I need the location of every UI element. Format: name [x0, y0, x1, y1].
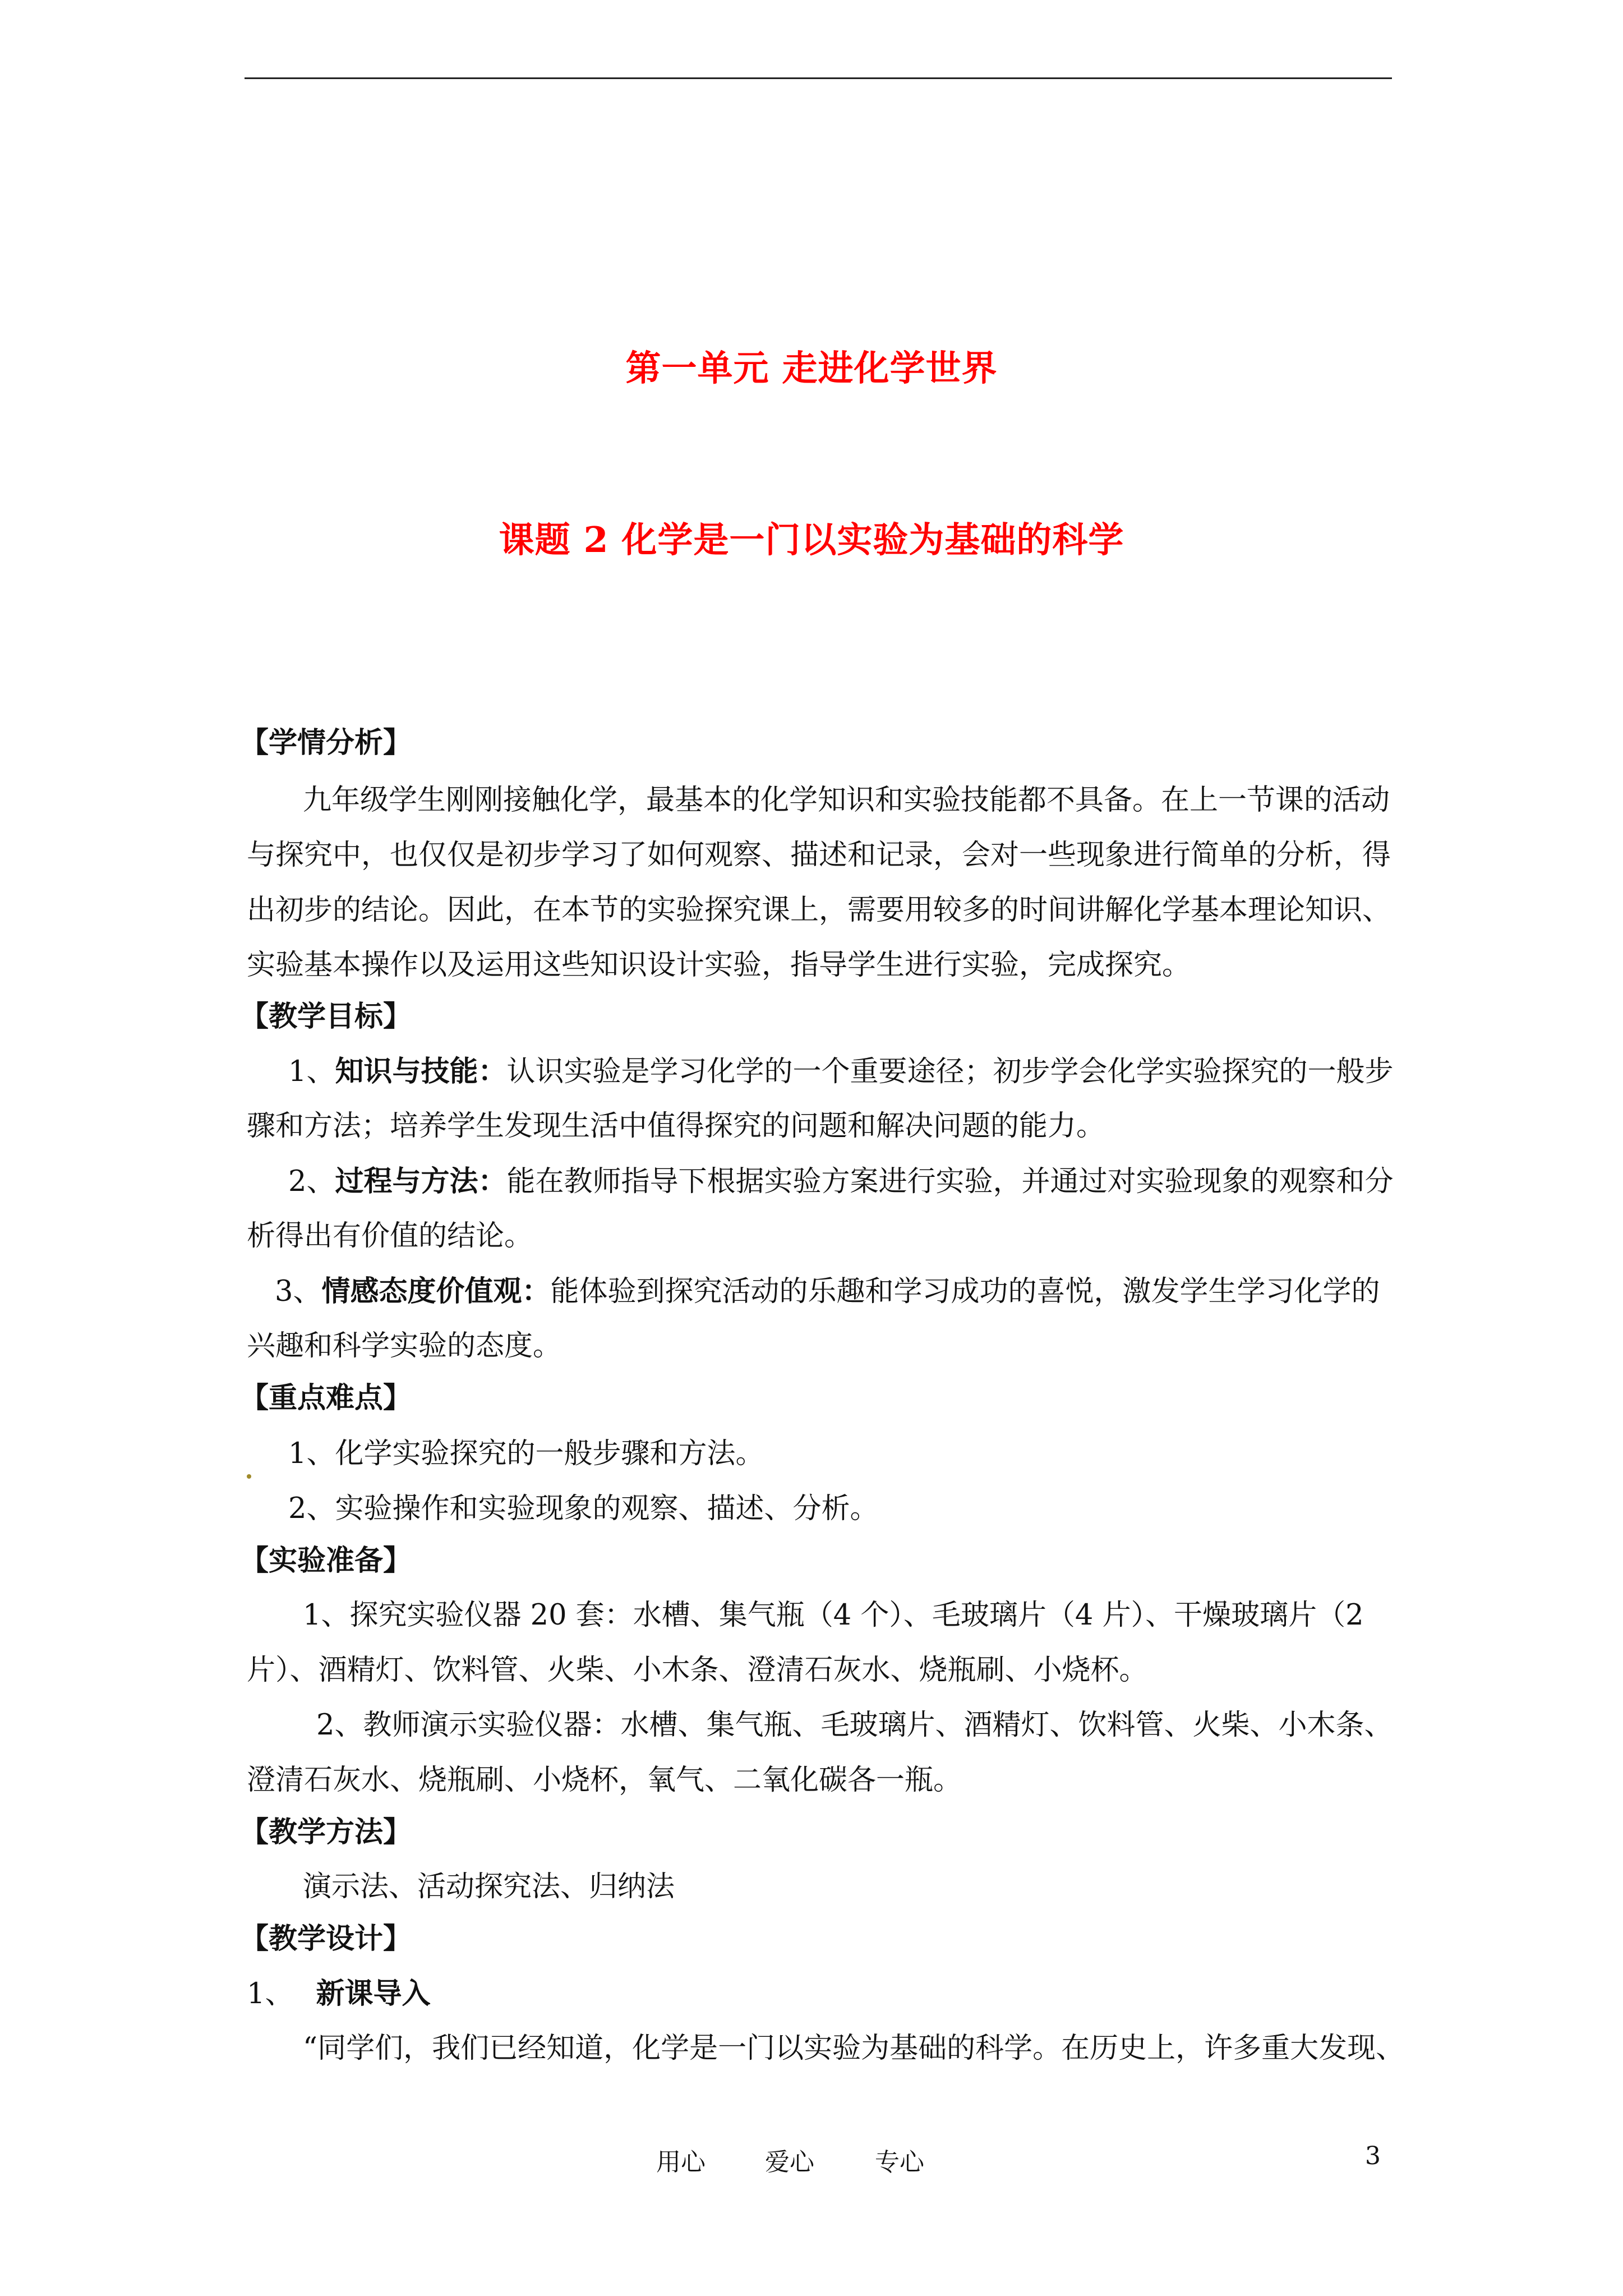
key-point-1: 1、化学实验探究的一般步骤和方法。 [288, 1437, 764, 1470]
preparation-item-1-line-2: 片）、酒精灯、饮料管、火柴、小木条、澄清石灰水、烧瓶刷、小烧杯。 [247, 1654, 1148, 1687]
goal-3-label: 情感态度价值观： [321, 1274, 551, 1308]
goal-1 [288, 1055, 1393, 1089]
section-heading-design: 【教学设计】 [240, 1922, 412, 1955]
section-heading-analysis: 【学情分析】 [240, 726, 412, 760]
section-heading-key-points: 【重点难点】 [240, 1381, 412, 1415]
preparation-item-1-line-1: 1、探究实验仪器 20 套：水槽、集气瓶（4 个）、毛玻璃片（4 片）、干燥玻璃片（2 [303, 1599, 1364, 1632]
analysis-line-3: 出初步的结论。因此，在本节的实验探究课上，需要用较多的时间讲解化学基本理论知识、 [247, 894, 1391, 927]
section-heading-preparation: 【实验准备】 [240, 1544, 412, 1577]
goal-1-continued: 骤和方法；培养学生发现生活中值得探究的问题和解决问题的能力。 [247, 1110, 1105, 1143]
design-step-1-number: 1、 [247, 1977, 294, 2010]
section-heading-goals: 【教学目标】 [240, 1000, 412, 1033]
analysis-line-4: 实验基本操作以及运用这些知识设计实验，指导学生进行实验，完成探究。 [247, 949, 1191, 982]
goal-1-label: 知识与技能： [335, 1055, 507, 1088]
goal-3-text: 能体验到探究活动的乐趣和学习成功的喜悦，激发学生学习化学的 [550, 1275, 1380, 1308]
methods-text: 演示法、活动探究法、归纳法 [303, 1870, 675, 1903]
page-number: 3 [1365, 2142, 1381, 2170]
design-quote: “同学们，我们已经知道，化学是一门以实验为基础的科学。在历史上，许多重大发现、 [303, 2032, 1405, 2065]
goal-2-text: 能在教师指导下根据实验方案进行实验，并通过对实验现象的观察和分 [506, 1165, 1394, 1198]
goal-1-text: 认识实验是学习化学的一个重要途径；初步学会化学实验探究的一般步 [506, 1055, 1394, 1088]
goal-2-label: 过程与方法： [335, 1165, 507, 1198]
stray-dot-mark [247, 1474, 251, 1479]
unit-title: 第一单元 走进化学世界 [625, 347, 998, 389]
footer-slogan-2: 爱心 [765, 2148, 814, 2177]
lesson-title: 课题 2 化学是一门以实验为基础的科学 [499, 519, 1124, 560]
design-step-1 [247, 1977, 430, 2011]
goal-2 [288, 1165, 1393, 1199]
goal-3-number: 3、 [275, 1275, 322, 1308]
goal-2-continued: 析得出有价值的结论。 [247, 1220, 533, 1253]
key-point-2: 2、实验操作和实验现象的观察、描述、分析。 [288, 1492, 879, 1525]
goal-1-number: 1、 [288, 1055, 335, 1088]
design-step-1-title: 新课导入 [316, 1977, 431, 2010]
goal-2-number: 2、 [288, 1165, 335, 1198]
header-rule [245, 77, 1392, 79]
preparation-item-2-line-2: 澄清石灰水、烧瓶刷、小烧杯，氧气、二氧化碳各一瓶。 [247, 1764, 962, 1797]
preparation-item-2-line-1: 2、教师演示实验仪器：水槽、集气瓶、毛玻璃片、酒精灯、饮料管、火柴、小木条、 [316, 1709, 1393, 1742]
analysis-line-2: 与探究中，也仅仅是初步学习了如何观察、描述和记录，会对一些现象进行简单的分析，得 [247, 839, 1391, 872]
goal-3-continued: 兴趣和科学实验的态度。 [247, 1329, 562, 1363]
footer-slogan-1: 用心 [656, 2148, 706, 2177]
section-heading-methods: 【教学方法】 [240, 1815, 412, 1849]
analysis-line-1: 九年级学生刚刚接触化学，最基本的化学知识和实验技能都不具备。在上一节课的活动 [303, 784, 1390, 817]
footer-slogan-3: 专心 [875, 2148, 924, 2177]
goal-3 [275, 1274, 1380, 1309]
